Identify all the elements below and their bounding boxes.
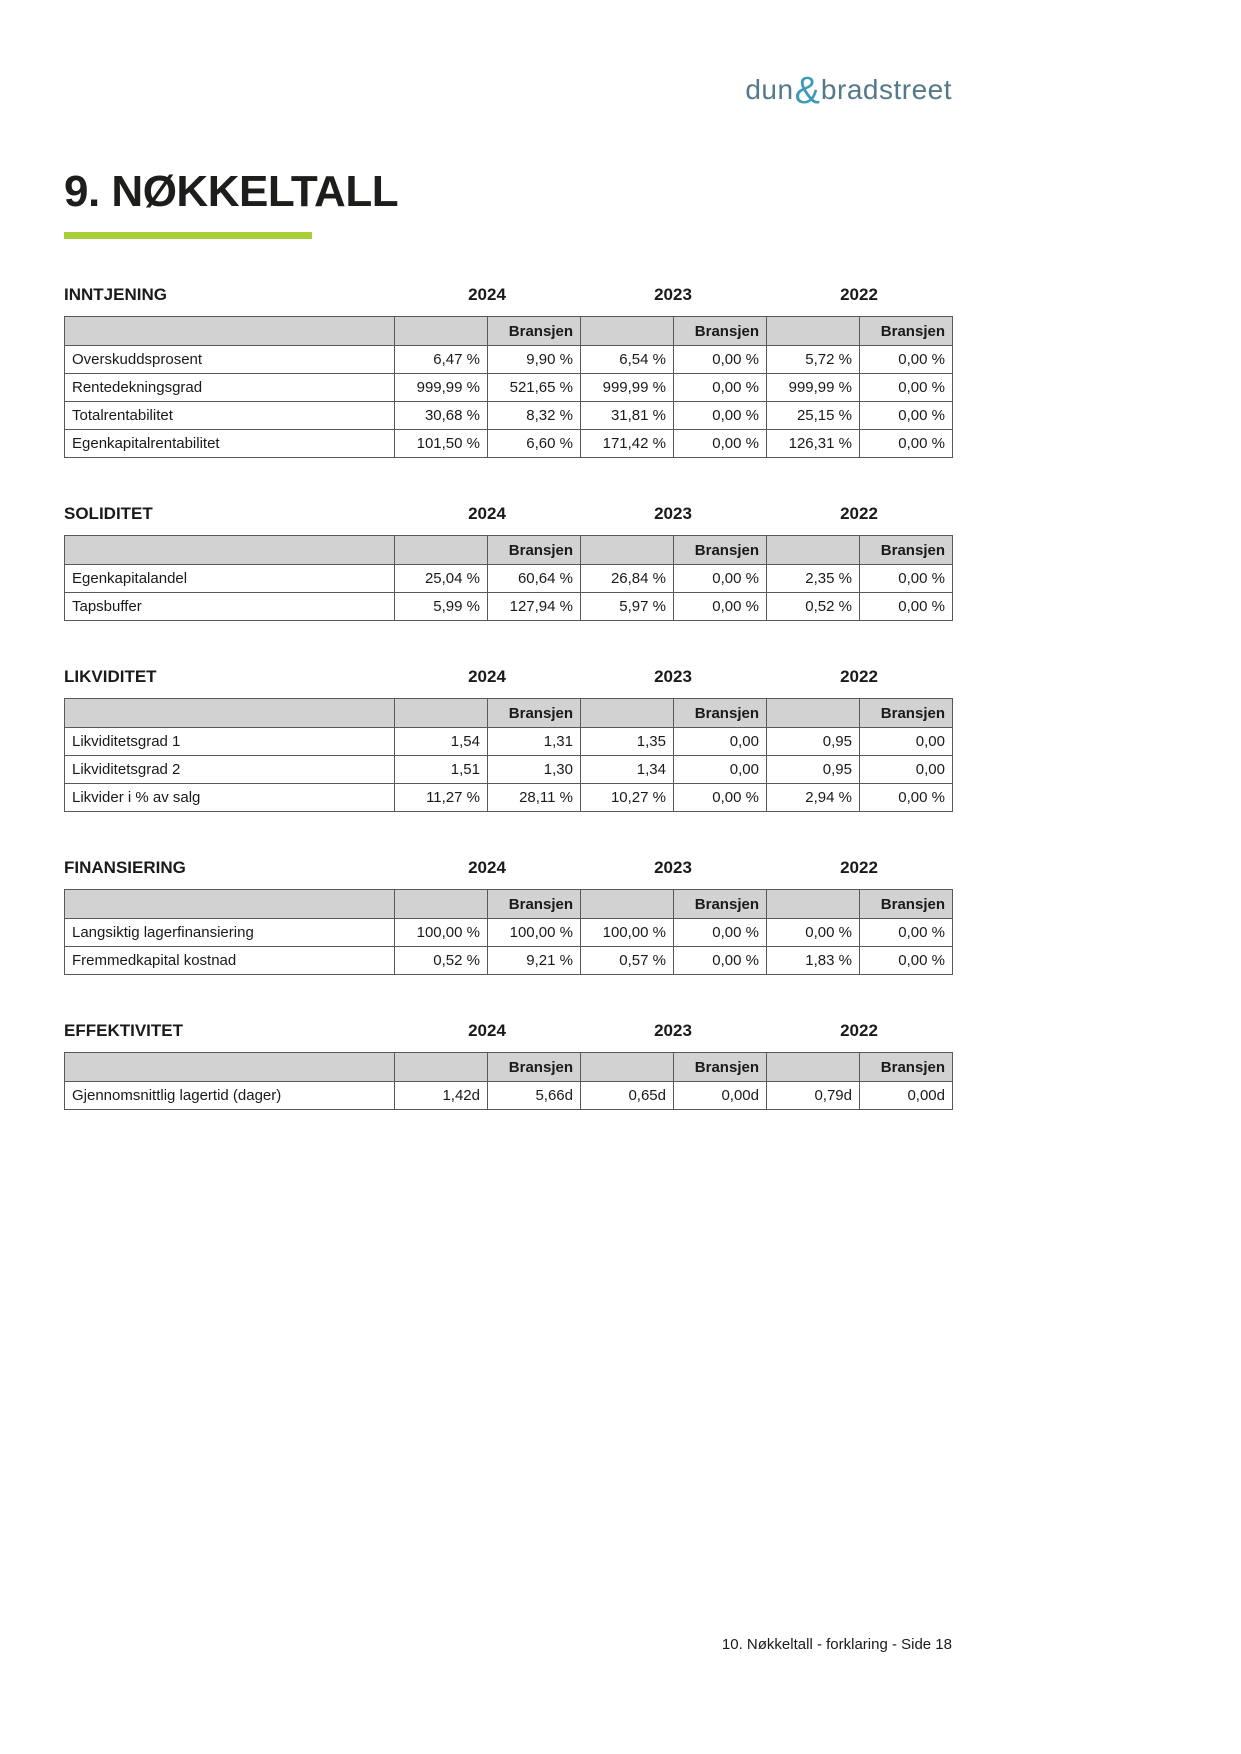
value-cell: 0,00 %: [860, 374, 953, 402]
header-empty-cell: [65, 890, 395, 919]
row-label: Fremmedkapital kostnad: [65, 947, 395, 975]
section-title: EFFEKTIVITET: [64, 1021, 183, 1040]
value-cell: 8,32 %: [488, 402, 581, 430]
value-cell: 5,66d: [488, 1082, 581, 1110]
value-cell: 10,27 %: [581, 784, 674, 812]
bransjen-header: Bransjen: [860, 1053, 953, 1082]
value-cell: 100,00 %: [488, 919, 581, 947]
value-cell: 521,65 %: [488, 374, 581, 402]
section-head: [64, 504, 952, 525]
table-header-row: [65, 536, 953, 565]
logo-ampersand-icon: &: [794, 70, 820, 112]
kpi-section: [64, 504, 952, 621]
value-cell: 60,64 %: [488, 565, 581, 593]
year-label: 2024: [468, 1021, 506, 1040]
bransjen-header: Bransjen: [488, 536, 581, 565]
section-title: FINANSIERING: [64, 858, 186, 877]
header-empty-cell: [581, 890, 674, 919]
value-cell: 0,00 %: [860, 784, 953, 812]
header-empty-cell: [65, 699, 395, 728]
value-cell: 0,95: [767, 728, 860, 756]
header-empty-cell: [767, 890, 860, 919]
row-label: Overskuddsprosent: [65, 346, 395, 374]
value-cell: 0,00: [674, 756, 767, 784]
value-cell: 0,00: [860, 756, 953, 784]
value-cell: 25,04 %: [395, 565, 488, 593]
value-cell: 0,79d: [767, 1082, 860, 1110]
value-cell: 100,00 %: [395, 919, 488, 947]
bransjen-header: Bransjen: [488, 890, 581, 919]
value-cell: 1,51: [395, 756, 488, 784]
table-row: [65, 593, 953, 621]
bransjen-header: Bransjen: [860, 317, 953, 346]
value-cell: 6,60 %: [488, 430, 581, 458]
value-cell: 0,00: [674, 728, 767, 756]
row-label: Rentedekningsgrad: [65, 374, 395, 402]
value-cell: 0,00 %: [860, 919, 953, 947]
header-empty-cell: [395, 317, 488, 346]
year-label: 2022: [840, 858, 878, 877]
value-cell: 0,52 %: [395, 947, 488, 975]
value-cell: 5,99 %: [395, 593, 488, 621]
table-row: [65, 374, 953, 402]
value-cell: 0,00 %: [860, 947, 953, 975]
value-cell: 0,65d: [581, 1082, 674, 1110]
table-header-row: [65, 699, 953, 728]
year-label: 2024: [468, 504, 506, 523]
header-empty-cell: [581, 1053, 674, 1082]
table-row: [65, 919, 953, 947]
bransjen-header: Bransjen: [674, 536, 767, 565]
row-label: Likviditetsgrad 1: [65, 728, 395, 756]
row-label: Tapsbuffer: [65, 593, 395, 621]
value-cell: 999,99 %: [767, 374, 860, 402]
year-label: 2022: [840, 285, 878, 304]
year-label: 2022: [840, 1021, 878, 1040]
value-cell: 1,30: [488, 756, 581, 784]
value-cell: 0,00 %: [674, 784, 767, 812]
header-empty-cell: [767, 1053, 860, 1082]
bransjen-header: Bransjen: [674, 699, 767, 728]
year-label: 2023: [654, 285, 692, 304]
header-empty-cell: [65, 536, 395, 565]
bransjen-header: Bransjen: [674, 317, 767, 346]
year-label: 2023: [654, 1021, 692, 1040]
value-cell: 171,42 %: [581, 430, 674, 458]
year-label: 2022: [840, 504, 878, 523]
table-row: [65, 756, 953, 784]
table-row: [65, 402, 953, 430]
header-empty-cell: [767, 317, 860, 346]
kpi-section: [64, 667, 952, 812]
section-head: [64, 667, 952, 688]
year-label: 2023: [654, 858, 692, 877]
bransjen-header: Bransjen: [860, 699, 953, 728]
kpi-table: [64, 316, 953, 458]
year-label: 2022: [840, 667, 878, 686]
value-cell: 0,00 %: [674, 430, 767, 458]
bransjen-header: Bransjen: [860, 890, 953, 919]
value-cell: 0,95: [767, 756, 860, 784]
header-empty-cell: [581, 317, 674, 346]
value-cell: 0,00 %: [860, 346, 953, 374]
section-head: [64, 1021, 952, 1042]
row-label: Likviditetsgrad 2: [65, 756, 395, 784]
value-cell: 28,11 %: [488, 784, 581, 812]
value-cell: 0,52 %: [767, 593, 860, 621]
header-empty-cell: [65, 317, 395, 346]
table-row: [65, 430, 953, 458]
report-content: [64, 0, 952, 1110]
value-cell: 2,35 %: [767, 565, 860, 593]
value-cell: 25,15 %: [767, 402, 860, 430]
section-title: INNTJENING: [64, 285, 167, 304]
value-cell: 1,54: [395, 728, 488, 756]
value-cell: 9,21 %: [488, 947, 581, 975]
value-cell: 0,00 %: [674, 402, 767, 430]
dnb-logo: [64, 70, 952, 113]
kpi-table: [64, 889, 953, 975]
header-empty-cell: [395, 536, 488, 565]
value-cell: 30,68 %: [395, 402, 488, 430]
value-cell: 26,84 %: [581, 565, 674, 593]
value-cell: 999,99 %: [581, 374, 674, 402]
value-cell: 0,00 %: [860, 565, 953, 593]
row-label: Egenkapitalandel: [65, 565, 395, 593]
kpi-section: [64, 285, 952, 458]
header-empty-cell: [581, 699, 674, 728]
value-cell: 1,31: [488, 728, 581, 756]
kpi-table: [64, 1052, 953, 1110]
page-title: 9. NØKKELTALL: [64, 167, 399, 216]
row-label: Egenkapitalrentabilitet: [65, 430, 395, 458]
value-cell: 1,35: [581, 728, 674, 756]
bransjen-header: Bransjen: [674, 1053, 767, 1082]
value-cell: 0,00 %: [860, 430, 953, 458]
value-cell: 999,99 %: [395, 374, 488, 402]
value-cell: 0,00 %: [860, 593, 953, 621]
header-empty-cell: [395, 890, 488, 919]
value-cell: 126,31 %: [767, 430, 860, 458]
header-empty-cell: [65, 1053, 395, 1082]
section-title: SOLIDITET: [64, 504, 153, 523]
value-cell: 6,54 %: [581, 346, 674, 374]
row-label: Likvider i % av salg: [65, 784, 395, 812]
value-cell: 0,00d: [860, 1082, 953, 1110]
value-cell: 0,00 %: [674, 593, 767, 621]
bransjen-header: Bransjen: [488, 1053, 581, 1082]
value-cell: 1,34: [581, 756, 674, 784]
value-cell: 11,27 %: [395, 784, 488, 812]
table-row: [65, 784, 953, 812]
value-cell: 0,57 %: [581, 947, 674, 975]
kpi-table: [64, 535, 953, 621]
table-row: [65, 346, 953, 374]
tables-container: [64, 285, 952, 1110]
row-label: Langsiktig lagerfinansiering: [65, 919, 395, 947]
kpi-section: [64, 858, 952, 975]
section-title: LIKVIDITET: [64, 667, 157, 686]
year-label: 2023: [654, 667, 692, 686]
value-cell: 127,94 %: [488, 593, 581, 621]
value-cell: 31,81 %: [581, 402, 674, 430]
table-row: [65, 947, 953, 975]
header-empty-cell: [395, 1053, 488, 1082]
row-label: Totalrentabilitet: [65, 402, 395, 430]
value-cell: 0,00 %: [767, 919, 860, 947]
logo-word-dun: dun: [745, 74, 794, 105]
title-accent-bar: [64, 232, 312, 239]
value-cell: 0,00: [860, 728, 953, 756]
value-cell: 0,00d: [674, 1082, 767, 1110]
row-label: Gjennomsnittlig lagertid (dager): [65, 1082, 395, 1110]
table-row: [65, 1082, 953, 1110]
bransjen-header: Bransjen: [488, 317, 581, 346]
table-header-row: [65, 890, 953, 919]
value-cell: 0,00 %: [860, 402, 953, 430]
value-cell: 0,00 %: [674, 947, 767, 975]
table-header-row: [65, 317, 953, 346]
kpi-table: [64, 698, 953, 812]
value-cell: 9,90 %: [488, 346, 581, 374]
header-empty-cell: [767, 536, 860, 565]
section-head: [64, 285, 952, 306]
value-cell: 0,00 %: [674, 346, 767, 374]
section-head: [64, 858, 952, 879]
value-cell: 1,42d: [395, 1082, 488, 1110]
value-cell: 0,00 %: [674, 919, 767, 947]
year-label: 2024: [468, 667, 506, 686]
table-row: [65, 565, 953, 593]
value-cell: 100,00 %: [581, 919, 674, 947]
year-label: 2024: [468, 858, 506, 877]
logo-word-bradstreet: bradstreet: [820, 74, 952, 105]
table-row: [65, 728, 953, 756]
header-empty-cell: [581, 536, 674, 565]
page-footer: 10. Nøkkeltall - forklaring - Side 18: [721, 1636, 952, 1653]
value-cell: 1,83 %: [767, 947, 860, 975]
value-cell: 101,50 %: [395, 430, 488, 458]
value-cell: 5,97 %: [581, 593, 674, 621]
value-cell: 0,00 %: [674, 565, 767, 593]
value-cell: 6,47 %: [395, 346, 488, 374]
bransjen-header: Bransjen: [674, 890, 767, 919]
year-label: 2023: [654, 504, 692, 523]
year-label: 2024: [468, 285, 506, 304]
table-header-row: [65, 1053, 953, 1082]
bransjen-header: Bransjen: [860, 536, 953, 565]
bransjen-header: Bransjen: [488, 699, 581, 728]
header-empty-cell: [395, 699, 488, 728]
header-empty-cell: [767, 699, 860, 728]
value-cell: 5,72 %: [767, 346, 860, 374]
kpi-section: [64, 1021, 952, 1110]
value-cell: 0,00 %: [674, 374, 767, 402]
value-cell: 2,94 %: [767, 784, 860, 812]
